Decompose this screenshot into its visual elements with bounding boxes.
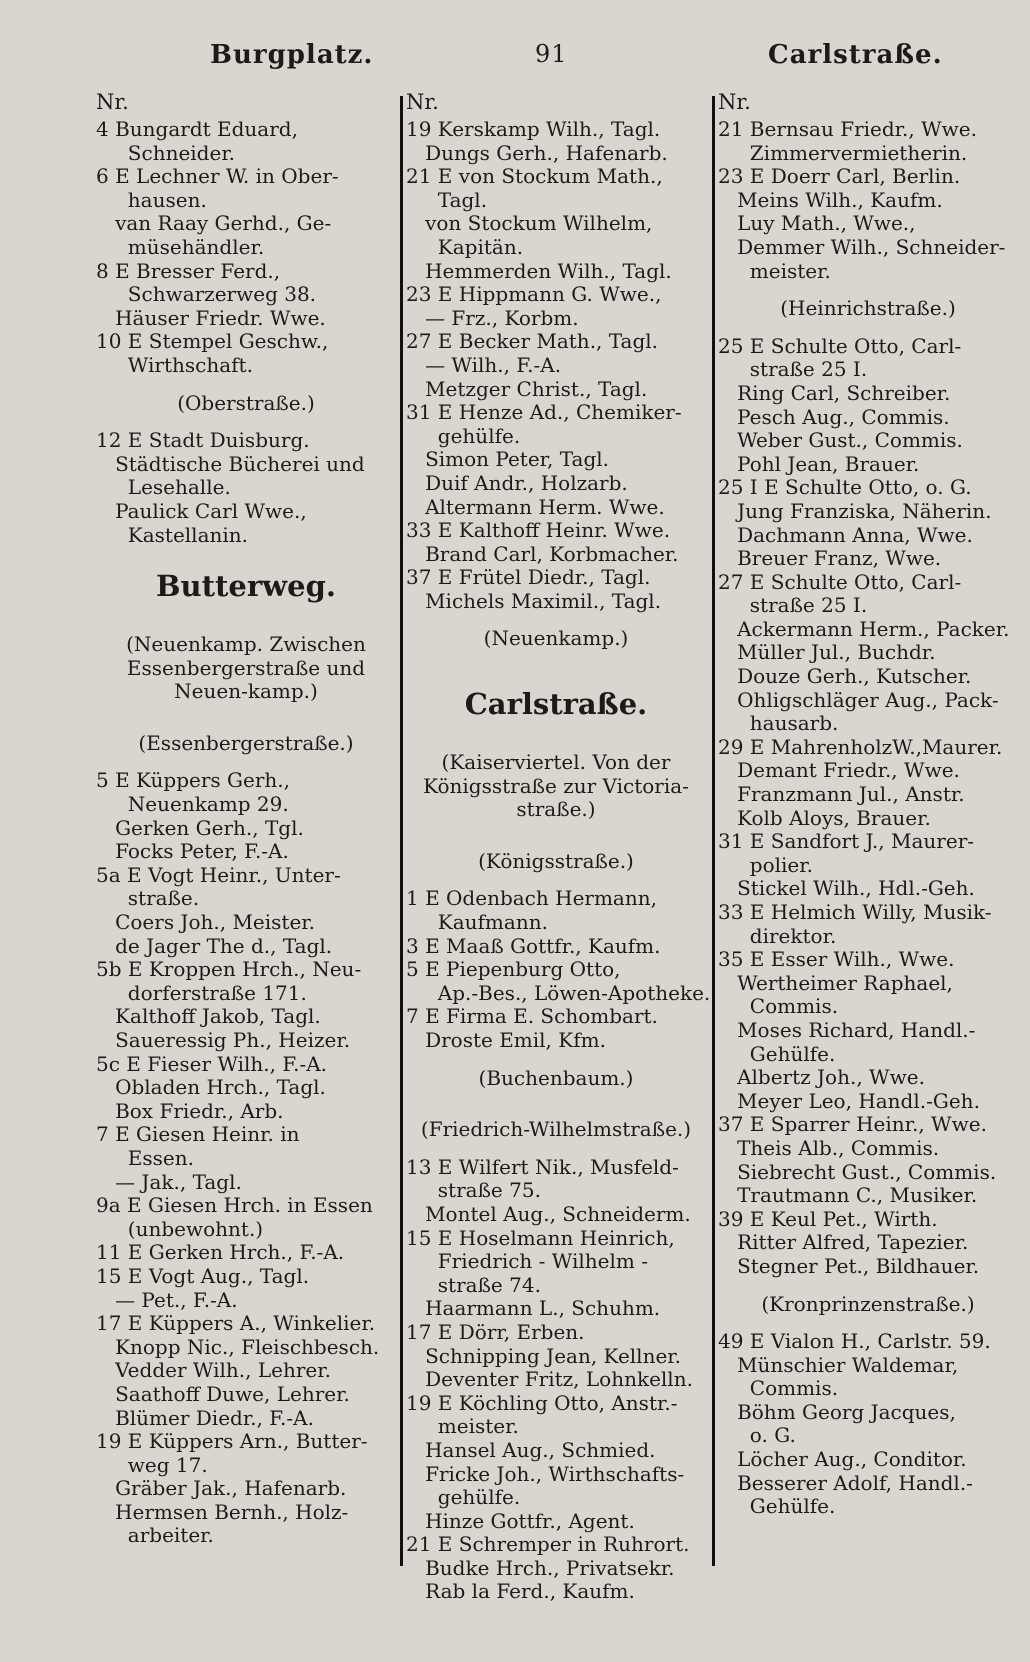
- spacer: [406, 1090, 706, 1104]
- spacer: [406, 651, 706, 665]
- directory-entry-line: Münschier Waldemar,: [718, 1352, 959, 1377]
- directory-entry-line: Ohligschläger Aug., Pack-: [718, 687, 999, 712]
- directory-entry-line: 11 E Gerken Hrch., F.-A.: [96, 1240, 345, 1265]
- directory-entry-line: Commis.: [718, 1376, 839, 1401]
- directory-entry-line: Tagl.: [406, 187, 488, 212]
- directory-entry-line: 37 E Frütel Diedr., Tagl.: [406, 565, 651, 590]
- directory-entry-line: 21 E Schremper in Ruhrort.: [406, 1532, 690, 1557]
- directory-entry-line: Gräber Jak., Hafenarb.: [96, 1476, 347, 1501]
- directory-entry-line: Deventer Fritz, Lohnkelln.: [406, 1367, 693, 1392]
- directory-entry-line: Lesehalle.: [96, 475, 231, 500]
- spacer: [718, 321, 1018, 335]
- spacer: [96, 619, 396, 633]
- directory-entry-line: 7 E Giesen Heinr. in: [96, 1122, 300, 1147]
- directory-entry-line: von Stockum Wilhelm,: [406, 211, 653, 236]
- directory-entry-line: straße 25 I.: [718, 357, 868, 382]
- directory-entry-line: hausarb.: [718, 711, 839, 736]
- directory-entry-line: Rab la Ferd., Kaufm.: [406, 1579, 635, 1604]
- directory-entry-line: Saathoff Duwe, Lehrer.: [96, 1381, 350, 1406]
- directory-entry-line: Budke Hrch., Privatsekr.: [406, 1555, 675, 1580]
- directory-entry-line: meister.: [718, 258, 831, 283]
- directory-entry-line: Breuer Franz, Wwe.: [718, 546, 942, 571]
- cross-street-note: (Königsstraße.): [478, 848, 634, 873]
- cross-street-note: (Kaiserviertel. Von der Königsstraße zur Victoria-straße.): [423, 750, 689, 822]
- directory-entry-line: 33 E Helmich Willy, Musik-: [718, 900, 992, 924]
- directory-entry-line: Vedder Wilh., Lehrer.: [96, 1358, 331, 1383]
- directory-entry-line: Knopp Nic., Fleischbesch.: [96, 1334, 380, 1359]
- directory-entry-line: Schwarzerweg 38.: [96, 282, 317, 307]
- directory-entry-line: 3 E Maaß Gottfr., Kaufm.: [406, 933, 661, 958]
- directory-entry-line: Coers Joh., Meister.: [96, 910, 316, 935]
- directory-entry-line: 33 E Kalthoff Heinr. Wwe.: [406, 518, 671, 543]
- directory-entry-line: Simon Peter, Tagl.: [406, 447, 610, 472]
- spacer: [406, 737, 706, 751]
- directory-entry-line: Pesch Aug., Commis.: [718, 404, 950, 429]
- directory-entry-line: Gerken Gerh., Tgl.: [96, 815, 304, 840]
- street-section-title: Butterweg.: [156, 569, 336, 604]
- directory-entry-line: Demmer Wilh., Schneider-: [718, 234, 1006, 259]
- cross-street-note: (Kronprinzenstraße.): [761, 1291, 975, 1316]
- directory-entry-line: Weber Gust., Commis.: [718, 428, 963, 453]
- directory-entry-line: 39 E Keul Pet., Wirth.: [718, 1206, 938, 1231]
- directory-entry-line: 1 E Odenbach Hermann,: [406, 886, 657, 911]
- cross-street-note: (Essenbergerstraße.): [138, 730, 354, 755]
- directory-entry-line: Löcher Aug., Conditor.: [718, 1447, 967, 1472]
- directory-entry-line: Essen.: [96, 1145, 194, 1170]
- directory-entry-line: Kalthoff Jakob, Tagl.: [96, 1004, 321, 1029]
- directory-entry-line: Demant Friedr., Wwe.: [718, 758, 960, 783]
- directory-entry-line: 9a E Giesen Hrch. in Essen: [96, 1193, 373, 1218]
- spacer: [406, 1142, 706, 1156]
- directory-entry-line: Friedrich - Wilhelm -: [406, 1249, 648, 1274]
- directory-entry-line: direktor.: [718, 923, 837, 948]
- directory-entry-line: polier.: [718, 852, 813, 877]
- header-right-street: Carlstraße.: [768, 40, 943, 70]
- directory-entry-line: 17 E Dörr, Erben.: [406, 1319, 585, 1344]
- directory-entry-line: Pohl Jean, Brauer.: [718, 451, 920, 476]
- directory-entry-line: Kaufmann.: [406, 910, 548, 935]
- directory-entry-line: Besserer Adolf, Handl.-: [718, 1470, 973, 1495]
- directory-entry-line: Theis Alb., Commis.: [718, 1135, 940, 1160]
- directory-entry-line: Neuenkamp 29.: [96, 792, 289, 817]
- directory-entry-line: Siebrecht Gust., Commis.: [718, 1159, 997, 1184]
- directory-entry-line: Franzmann Jul., Anstr.: [718, 782, 965, 807]
- spacer: [406, 1053, 706, 1067]
- directory-entry-line: Müller Jul., Buchdr.: [718, 640, 936, 665]
- directory-entry-line: Jung Franziska, Näherin.: [718, 498, 992, 523]
- directory-entry-line: 21 Bernsau Friedr., Wwe.: [718, 117, 977, 141]
- directory-entry-line: (unbewohnt.): [96, 1216, 264, 1241]
- directory-entry-line: Douze Gerh., Kutscher.: [718, 664, 972, 689]
- spacer: [406, 822, 706, 836]
- directory-entry-line: Montel Aug., Schneiderm.: [406, 1201, 691, 1226]
- directory-entry-line: straße.: [96, 886, 200, 911]
- directory-entry-line: Saueressig Ph., Heizer.: [96, 1028, 351, 1052]
- directory-entry-line: Häuser Friedr. Wwe.: [96, 305, 326, 330]
- directory-entry-line: Gehülfe.: [718, 1494, 836, 1519]
- directory-entry-line: de Jager The d., Tagl.: [96, 933, 333, 958]
- directory-entry-line: — Frz., Korbm.: [406, 305, 579, 330]
- directory-entry-line: 7 E Firma E. Schombart.: [406, 1004, 658, 1029]
- directory-entry-line: Meins Wilh., Kaufm.: [718, 187, 943, 212]
- directory-entry-line: Haarmann L., Schuhm.: [406, 1296, 661, 1321]
- header-left-street: Burgplatz.: [210, 40, 374, 70]
- directory-entry-line: 25 E Schulte Otto, Carl-: [718, 333, 962, 358]
- directory-entry-line: Dungs Gerh., Hafenarb.: [406, 140, 668, 165]
- directory-entry-line: 23 E Hippmann G. Wwe.,: [406, 282, 662, 307]
- directory-entry-line: 35 E Esser Wilh., Wwe.: [718, 947, 955, 972]
- cross-street-note: (Friedrich-Wilhelmstraße.): [420, 1117, 692, 1142]
- directory-entry-line: meister.: [406, 1414, 519, 1439]
- directory-entry-line: 6 E Lechner W. in Ober-: [96, 164, 339, 189]
- directory-entry-line: Stickel Wilh., Hdl.-Geh.: [718, 876, 975, 901]
- page-number: 91: [535, 40, 568, 68]
- directory-entry-line: 19 E Köchling Otto, Anstr.-: [406, 1390, 678, 1415]
- column-divider: [712, 96, 715, 1566]
- directory-entry-line: — Pet., F.-A.: [96, 1287, 238, 1312]
- directory-entry-line: 5a E Vogt Heinr., Unter-: [96, 862, 341, 887]
- spacer: [96, 755, 396, 769]
- directory-entry-line: Hansel Aug., Schmied.: [406, 1437, 656, 1462]
- directory-entry-line: müsehändler.: [96, 234, 265, 259]
- column-3: [718, 90, 1018, 1519]
- spacer: [406, 613, 706, 627]
- directory-entry-line: Gehülfe.: [718, 1041, 836, 1066]
- directory-entry-line: straße 75.: [406, 1178, 541, 1203]
- directory-entry-line: Dachmann Anna, Wwe.: [718, 522, 973, 547]
- directory-entry-line: 15 E Hoselmann Heinrich,: [406, 1225, 675, 1250]
- directory-entry-line: Michels Maximil., Tagl.: [406, 588, 662, 613]
- directory-entry-line: 5 E Piepenburg Otto,: [406, 957, 621, 982]
- cross-street-note: (Oberstraße.): [177, 390, 315, 415]
- directory-entry-line: Trautmann C., Musiker.: [718, 1183, 978, 1208]
- directory-entry-line: 15 E Vogt Aug., Tagl.: [96, 1263, 310, 1288]
- spacer: [718, 1279, 1018, 1293]
- cross-street-note: (Neuenkamp.): [483, 626, 629, 651]
- directory-entry-line: dorferstraße 171.: [96, 980, 307, 1005]
- directory-entry-line: Ackermann Herm., Packer.: [718, 616, 1010, 641]
- directory-entry-line: Metzger Christ., Tagl.: [406, 376, 648, 401]
- directory-entry-line: 25 I E Schulte Otto, o. G.: [718, 475, 972, 500]
- directory-entry-line: 23 E Doerr Carl, Berlin.: [718, 164, 961, 189]
- street-section-title: Carlstraße.: [464, 687, 648, 722]
- directory-entry-line: Meyer Leo, Handl.-Geh.: [718, 1088, 980, 1113]
- directory-entry-line: 21 E von Stockum Math.,: [406, 164, 663, 189]
- directory-entry-line: 19 Kerskamp Wilh., Tagl.: [406, 117, 661, 141]
- column-nr-label: Nr.: [96, 90, 129, 114]
- spacer: [718, 283, 1018, 297]
- directory-entry-line: Altermann Herm. Wwe.: [406, 494, 665, 519]
- directory-entry-line: Schneider.: [96, 140, 236, 165]
- column-nr-label: Nr.: [718, 90, 751, 114]
- directory-entry-line: Schnipping Jean, Kellner.: [406, 1343, 682, 1368]
- spacer: [406, 1104, 706, 1118]
- directory-entry-line: 27 E Becker Math., Tagl.: [406, 329, 659, 354]
- spacer: [96, 378, 396, 392]
- directory-entry-line: 49 E Vialon H., Carlstr. 59.: [718, 1329, 991, 1354]
- directory-entry-line: Böhm Georg Jacques,: [718, 1399, 956, 1424]
- directory-entry-line: arbeiter.: [96, 1523, 214, 1548]
- directory-entry-line: 13 E Wilfert Nik., Musfeld-: [406, 1154, 679, 1179]
- spacer: [96, 415, 396, 429]
- directory-entry-line: Paulick Carl Wwe.,: [96, 498, 307, 523]
- directory-entry-line: Moses Richard, Handl.-: [718, 1017, 976, 1042]
- column-1: [96, 90, 396, 1548]
- directory-entry-line: Luy Math., Wwe.,: [718, 211, 916, 236]
- directory-entry-line: van Raay Gerhd., Ge-: [96, 211, 332, 236]
- directory-entry-line: Blümer Diedr., F.-A.: [96, 1405, 314, 1430]
- directory-entry-line: Fricke Joh., Wirthschafts-: [406, 1461, 685, 1486]
- directory-entry-line: Brand Carl, Korbmacher.: [406, 541, 679, 566]
- directory-entry-line: straße 25 I.: [718, 593, 868, 618]
- directory-entry-line: o. G.: [718, 1423, 796, 1448]
- directory-entry-line: Zimmervermietherin.: [718, 140, 968, 165]
- directory-entry-line: 31 E Henze Ad., Chemiker-: [406, 400, 682, 425]
- directory-entry-line: hausen.: [96, 187, 207, 212]
- directory-entry-line: Duif Andr., Holzarb.: [406, 470, 628, 495]
- directory-entry-line: Wertheimer Raphael,: [718, 970, 953, 995]
- directory-entry-line: Albertz Joh., Wwe.: [718, 1065, 925, 1090]
- spacer: [406, 836, 706, 850]
- directory-entry-line: 19 E Küppers Arn., Butter-: [96, 1429, 368, 1454]
- directory-entry-line: 17 E Küppers A., Winkelier.: [96, 1311, 376, 1336]
- directory-entry-line: Kastellanin.: [96, 522, 249, 547]
- directory-entry-line: — Wilh., F.-A.: [406, 352, 562, 377]
- directory-entry-line: Ritter Alfred, Tapezier.: [718, 1230, 969, 1255]
- column-divider: [400, 96, 403, 1566]
- directory-entry-line: 4 Bungardt Eduard,: [96, 117, 298, 141]
- directory-entry-line: 5c E Fieser Wilh., F.-A.: [96, 1051, 327, 1076]
- directory-entry-line: Ring Carl, Schreiber.: [718, 380, 951, 405]
- spacer: [96, 704, 396, 718]
- directory-entry-line: 27 E Schulte Otto, Carl-: [718, 569, 962, 594]
- directory-entry-line: 12 E Stadt Duisburg.: [96, 428, 310, 453]
- directory-entry-line: Hemmerden Wilh., Tagl.: [406, 258, 672, 283]
- directory-entry-line: 5b E Kroppen Hrch., Neu-: [96, 957, 362, 982]
- directory-entry-line: Commis.: [718, 994, 839, 1019]
- cross-street-note: (Heinrichstraße.): [780, 296, 956, 321]
- directory-entry-line: straße 74.: [406, 1272, 541, 1297]
- spacer: [718, 1316, 1018, 1330]
- directory-entry-line: Box Friedr., Arb.: [96, 1098, 284, 1123]
- directory-entry-line: Hermsen Bernh., Holz-: [96, 1499, 349, 1524]
- directory-entry-line: Hinze Gottfr., Agent.: [406, 1508, 635, 1533]
- directory-entry-line: — Jak., Tagl.: [96, 1169, 242, 1194]
- spacer: [96, 718, 396, 732]
- directory-entry-line: 8 E Bresser Ferd.,: [96, 258, 281, 283]
- directory-entry-line: gehülfe.: [406, 423, 521, 448]
- directory-entry-line: weg 17.: [96, 1452, 208, 1477]
- spacer: [406, 873, 706, 887]
- cross-street-note: (Neuenkamp. Zwischen Essenbergerstraße und Neuen-kamp.): [126, 632, 366, 704]
- directory-entry-line: Stegner Pet., Bildhauer.: [718, 1253, 980, 1278]
- directory-entry-line: 10 E Stempel Geschw.,: [96, 329, 329, 354]
- column-2: [406, 90, 711, 1604]
- directory-entry-line: Obladen Hrch., Tagl.: [96, 1075, 326, 1100]
- directory-entry-line: Ap.-Bes., Löwen-Apotheke.: [406, 980, 711, 1005]
- directory-entry-line: gehülfe.: [406, 1485, 521, 1510]
- directory-entry-line: Städtische Bücherei und: [96, 451, 365, 476]
- column-nr-label: Nr.: [406, 90, 439, 114]
- directory-entry-line: 29 E MahrenholzW.,Maurer.: [718, 734, 1003, 759]
- directory-entry-line: 5 E Küppers Gerh.,: [96, 768, 291, 793]
- directory-entry-line: Focks Peter, F.-A.: [96, 839, 289, 864]
- directory-entry-line: Wirthschaft.: [96, 352, 253, 377]
- directory-entry-line: Kapitän.: [406, 234, 524, 259]
- directory-entry-line: Kolb Aloys, Brauer.: [718, 805, 931, 830]
- cross-street-note: (Buchenbaum.): [478, 1065, 634, 1090]
- directory-entry-line: Droste Emil, Kfm.: [406, 1028, 606, 1052]
- directory-entry-line: 31 E Sandfort J., Maurer-: [718, 829, 975, 854]
- directory-entry-line: 37 E Sparrer Heinr., Wwe.: [718, 1112, 987, 1137]
